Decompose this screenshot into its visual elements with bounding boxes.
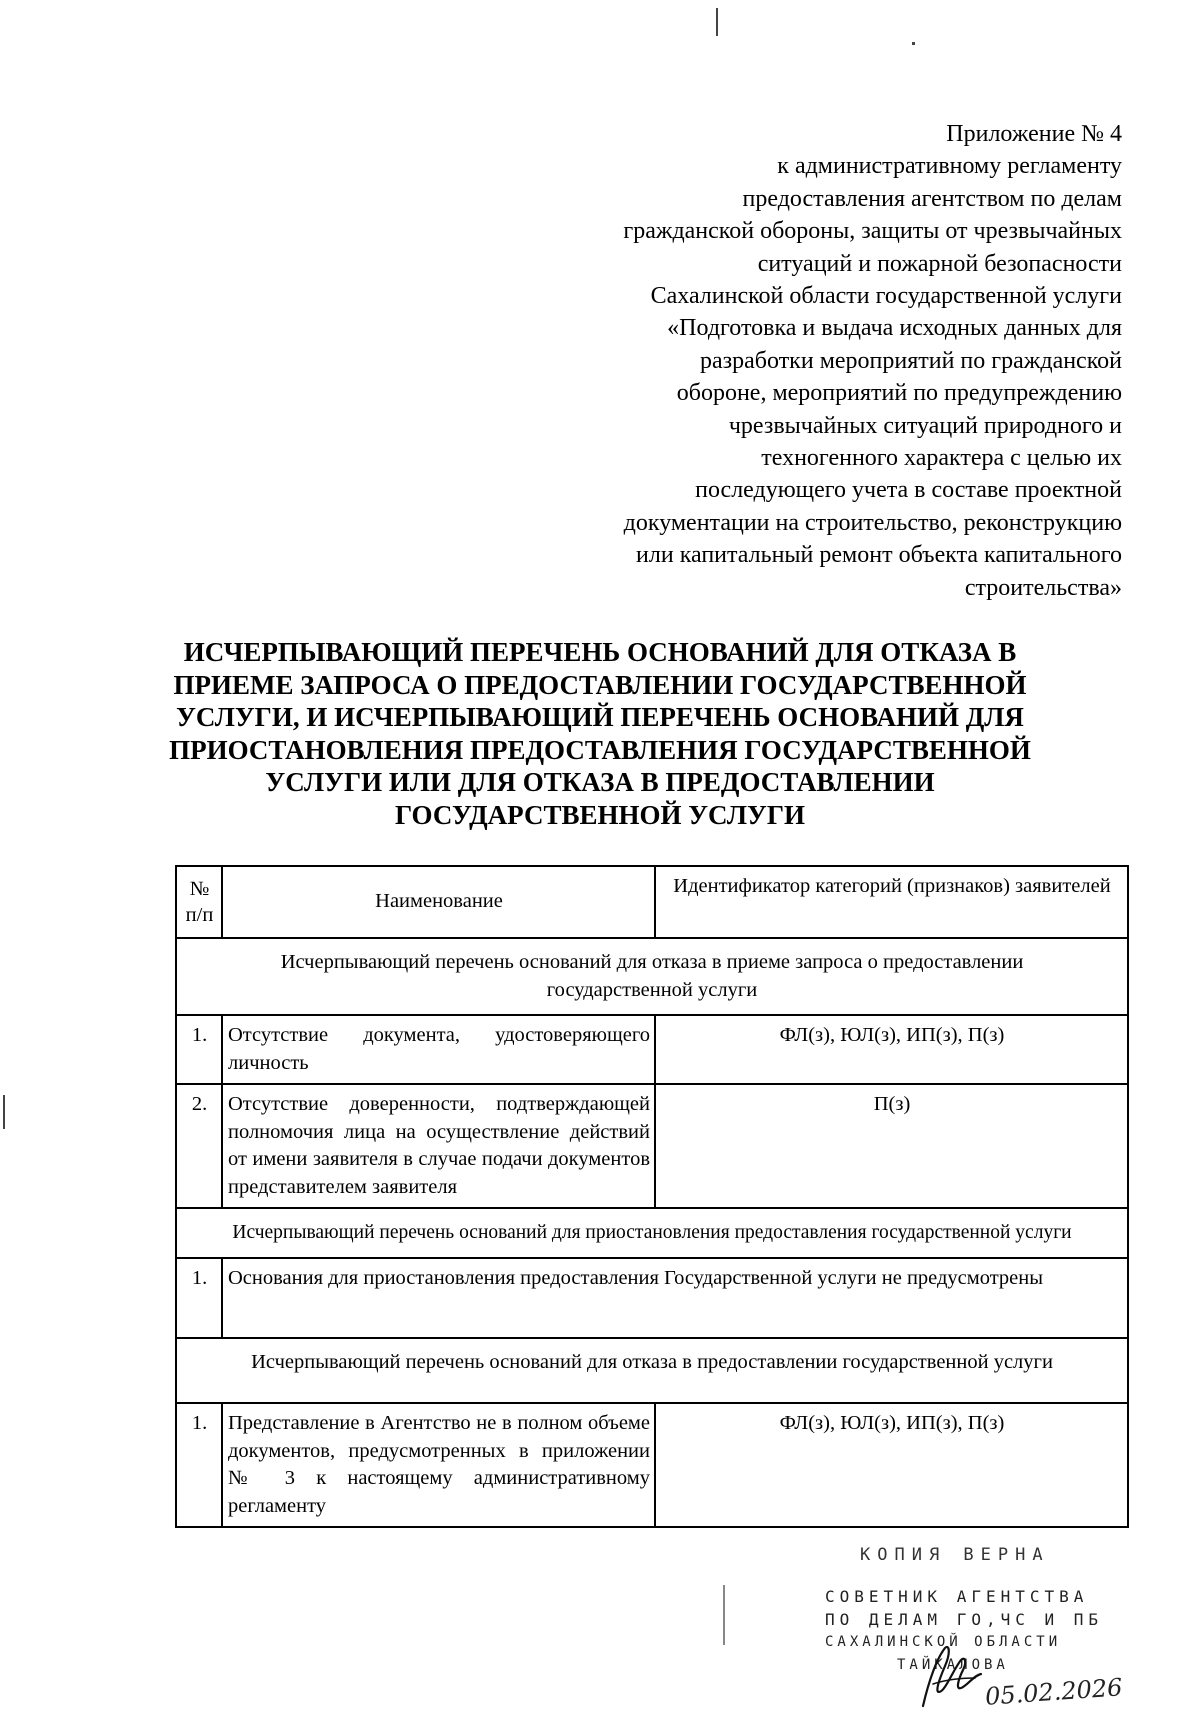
title-line: УСЛУГИ, И ИСЧЕРПЫВАЮЩИЙ ПЕРЕЧЕНЬ ОСНОВАНИЙ ДЛЯ <box>176 702 1024 733</box>
header-name: Наименование <box>222 866 655 938</box>
stamp-line: СОВЕТНИК АГЕНТСТВА <box>825 1587 1089 1606</box>
header-id: Идентификатор категорий (признаков) заявителей <box>655 866 1128 938</box>
grounds-table <box>175 865 1129 1528</box>
appendix-line: «Подготовка и выдача исходных данных для <box>667 315 1122 342</box>
section-title: Исчерпывающий перечень оснований для отказа в предоставлении государственной услуги <box>176 1338 1128 1404</box>
row-name: Отсутствие документа, удостоверяющего личность <box>222 1015 655 1084</box>
appendix-line: обороне, мероприятий по предупреждению <box>676 380 1122 407</box>
scan-artifact <box>3 1095 5 1129</box>
section-row <box>176 1338 1128 1404</box>
title-line: УСЛУГИ ИЛИ ДЛЯ ОТКАЗА В ПРЕДОСТАВЛЕНИИ <box>265 767 935 798</box>
row-name: Отсутствие доверенности, подтверждающей полномочия лица на осуществление действий от имени заявителя в случае подачи документов представителем заявителя <box>222 1084 655 1208</box>
appendix-line: техногенного характера с целью их <box>761 445 1122 472</box>
title-line: ПРИОСТАНОВЛЕНИЯ ПРЕДОСТАВЛЕНИЯ ГОСУДАРСТВЕННОЙ <box>169 734 1031 765</box>
appendix-line: последующего учета в составе проектной <box>695 477 1122 504</box>
row-num: 1. <box>176 1403 222 1527</box>
appendix-line: строительства» <box>964 574 1122 601</box>
table-row <box>176 1258 1128 1338</box>
appendix-line: предоставления агентством по делам <box>742 185 1122 212</box>
section-title: Исчерпывающий перечень оснований для приостановления предоставления государственной услуги <box>176 1208 1128 1258</box>
stamp-line: ПО ДЕЛАМ ГО,ЧС И ПБ <box>825 1610 1104 1629</box>
signature-icon <box>915 1640 995 1710</box>
appendix-line: чрезвычайных ситуаций природного и <box>728 412 1122 439</box>
appendix-line: Приложение № 4 <box>946 121 1122 147</box>
scan-artifact <box>912 42 915 45</box>
section-title: Исчерпывающий перечень оснований для отказа в приеме запроса о предоставлении государственной услуги <box>176 938 1128 1015</box>
row-id: ФЛ(з), ЮЛ(з), ИП(з), П(з) <box>655 1015 1128 1084</box>
stamp-line: САХАЛИНСКОЙ ОБЛАСТИ <box>825 1634 1062 1650</box>
document-title <box>150 636 1050 832</box>
title-line: ГОСУДАРСТВЕННОЙ УСЛУГИ <box>395 799 805 830</box>
table-header-row <box>176 866 1128 938</box>
signature-date: 05.02.2026 <box>984 1673 1124 1711</box>
title-line: ПРИЕМЕ ЗАПРОСА О ПРЕДОСТАВЛЕНИИ ГОСУДАРСТВЕННОЙ <box>173 669 1027 700</box>
table-row <box>176 1015 1128 1084</box>
title-line: ИСЧЕРПЫВАЮЩИЙ ПЕРЕЧЕНЬ ОСНОВАНИЙ ДЛЯ ОТКАЗА В <box>183 637 1017 667</box>
copy-certified-stamp: КОПИЯ ВЕРНА <box>860 1545 1050 1565</box>
row-num: 1. <box>176 1015 222 1084</box>
section-row <box>176 1208 1128 1258</box>
row-num: 2. <box>176 1084 222 1208</box>
appendix-line: ситуаций и пожарной безопасности <box>757 250 1122 277</box>
table-row <box>176 1084 1128 1208</box>
row-num: 1. <box>176 1258 222 1338</box>
appendix-line: документации на строительство, реконструкцию <box>623 509 1122 536</box>
appendix-line: гражданской обороны, защиты от чрезвычайных <box>623 218 1122 245</box>
scan-artifact <box>716 8 718 36</box>
row-name: Представление в Агентство не в полном объеме документов, предусмотренных в приложении № 3 к настоящему административному регламенту <box>222 1403 655 1527</box>
table-row <box>176 1403 1128 1527</box>
appendix-block <box>482 118 1122 604</box>
row-id: П(з) <box>655 1084 1128 1208</box>
header-num: № п/п <box>176 866 222 938</box>
appendix-line: разработки мероприятий по гражданской <box>700 347 1122 374</box>
scan-artifact <box>723 1585 725 1645</box>
appendix-line: Сахалинской области государственной услуги <box>650 283 1122 310</box>
section-row <box>176 938 1128 1015</box>
row-id: ФЛ(з), ЮЛ(з), ИП(з), П(з) <box>655 1403 1128 1527</box>
appendix-line: к административному регламенту <box>777 153 1122 180</box>
appendix-line: или капитальный ремонт объекта капитального <box>636 542 1122 569</box>
stamp-line: ТАЙКАЛОВА <box>897 1657 1009 1673</box>
row-name: Основания для приостановления предоставления Государственной услуги не предусмотрены <box>222 1258 1128 1338</box>
